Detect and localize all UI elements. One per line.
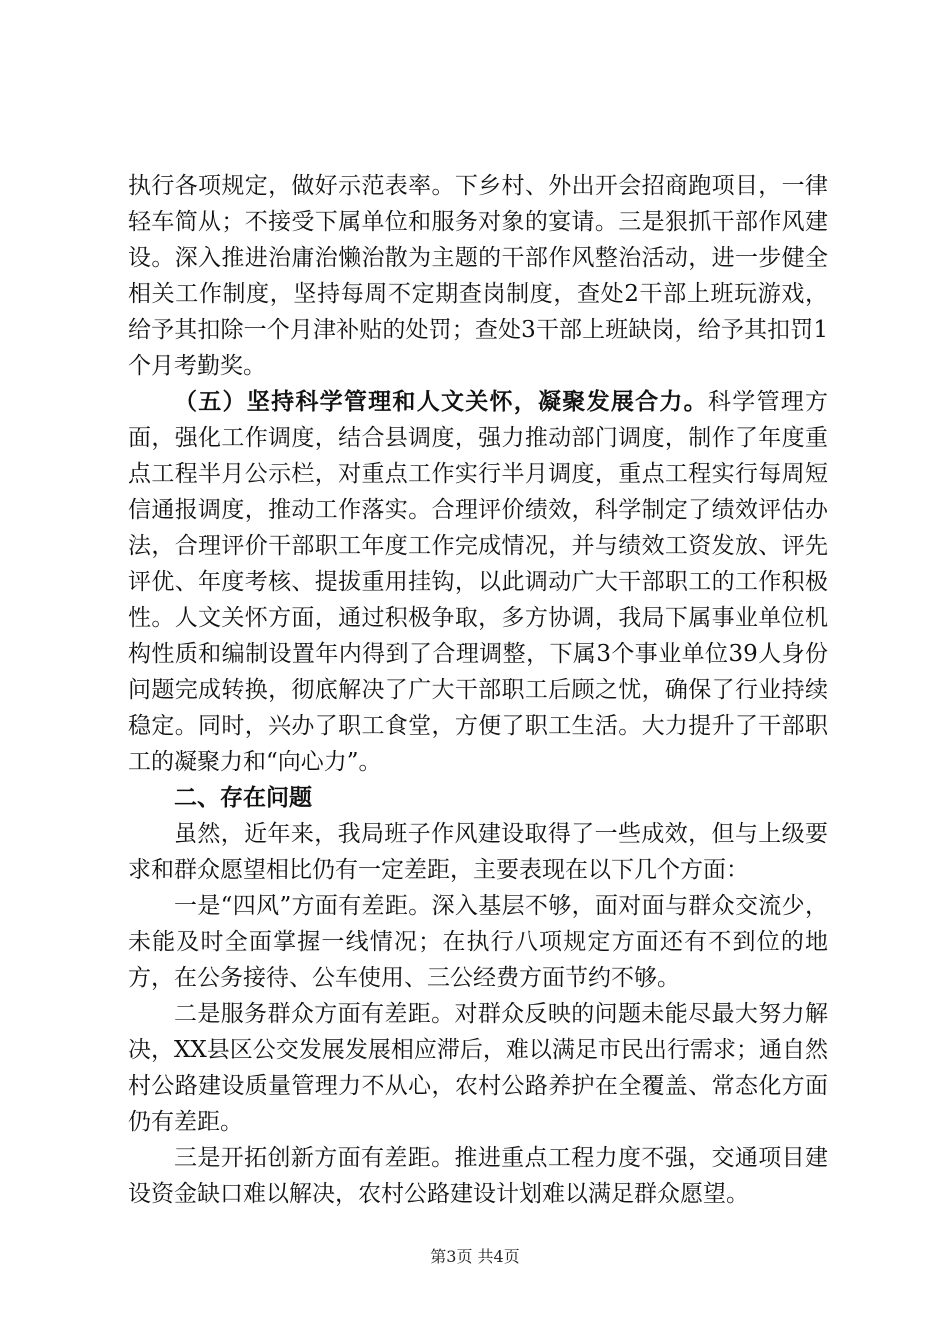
paragraph-problem-two: 二是服务群众方面有差距。对群众反映的问题未能尽最大努力解决，XX县区公交发展发展相应滞后，难以满足市民出行需求；通自然村公路建设质量管理力不从心，农村公路养护在全覆盖、常态化方面仍有差距。 — [128, 1001, 828, 1135]
document-body — [128, 168, 828, 1212]
section-five-body: 科学管理方面，强化工作调度，结合县调度，强力推动部门调度，制作了年度重点工程半月公示栏，对重点工作实行半月调度，重点工程实行每周短信通报调度，推动工作落实。合理评价绩效，科学制定了绩效评估办法，合理评价干部职工年度工作完成情况，并与绩效工资发放、评先评优、年度考核、提拔重用挂钩，以此调动广大干部职工的工作积极性。人文关怀方面，通过积极争取，多方协调，我局下属事业单位机构性质和编制设置年内得到了合理调整，下属3个事业单位39人身份问题完成转换，彻底解决了广大干部职工后顾之忧，确保了行业持续稳定。同时，兴办了职工食堂，方便了职工生活。大力提升了干部职工的凝聚力和“向心力”。 — [128, 389, 829, 775]
page-number-footer: 第3页 共4页 — [430, 1247, 520, 1266]
paragraph-intro-problems: 虽然，近年来，我局班子作风建设取得了一些成效，但与上级要求和群众愿望相比仍有一定差距，主要表现在以下几个方面： — [128, 821, 828, 883]
paragraph-problem-one: 一是“四风”方面有差距。深入基层不够，面对面与群众交流少，未能及时全面掌握一线情况；在执行八项规定方面还有不到位的地方，在公务接待、公车使用、三公经费方面节约不够。 — [128, 893, 828, 991]
paragraph-continuation: 执行各项规定，做好示范表率。下乡村、外出开会招商跑项目，一律轻车简从；不接受下属单位和服务对象的宴请。三是狠抓干部作风建设。深入推进治庸治懒治散为主题的干部作风整治活动，进一步健全相关工作制度，坚持每周不定期查岗制度，查处2干部上班玩游戏，给予其扣除一个月津补贴的处罚；查处3干部上班缺岗，给予其扣罚1个月考勤奖。 — [128, 173, 828, 379]
paragraph-problem-three: 三是开拓创新方面有差距。推进重点工程力度不强，交通项目建设资金缺口难以解决，农村公路建设计划难以满足群众愿望。 — [128, 1145, 828, 1207]
paragraph-section-five — [128, 384, 828, 780]
section-five-lead: （五）坚持科学管理和人文关怀，凝聚发展合力。 — [174, 388, 708, 415]
section-two-heading: 二、存在问题 — [174, 784, 312, 811]
